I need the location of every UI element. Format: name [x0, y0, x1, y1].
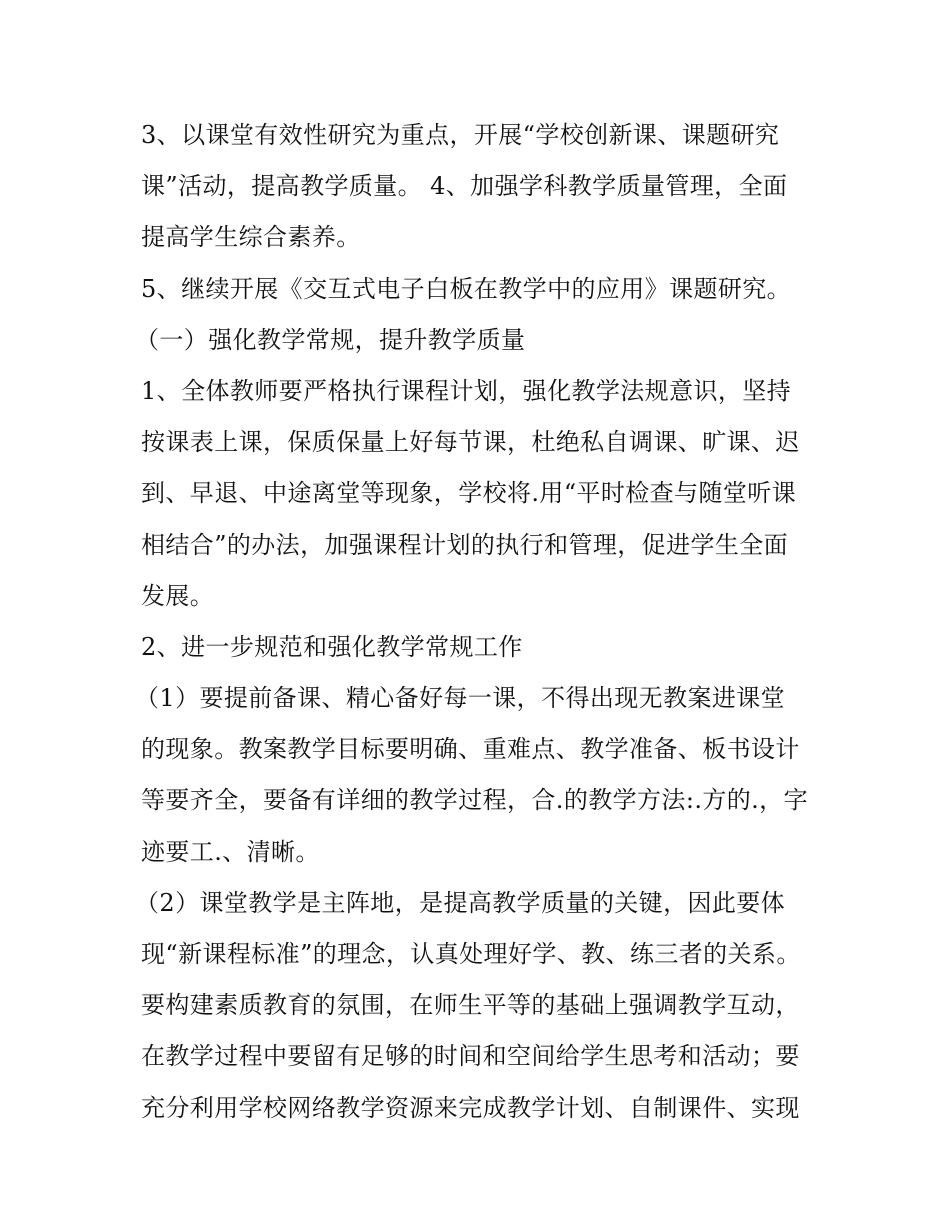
text-line: 5、继续开展《交互式电子白板在教学中的应用》课题研究。	[141, 274, 792, 303]
text-line: 1、全体教师要严格执行课程计划，强化教学法规意识，坚持	[141, 376, 792, 405]
text-line: 等要齐全，要备有详细的教学过程，合.的教学方法:.方的.，字	[141, 786, 808, 815]
text-line: （2）课堂教学是主阵地，是提高教学质量的关键，因此要体	[135, 888, 786, 917]
text-line: 要构建素质教育的氛围，在师生平等的基础上强调教学互动，	[141, 991, 800, 1020]
text-line: 3、以课堂有效性研究为重点，开展“学校创新课、课题研究	[141, 121, 780, 149]
text-line: 发展。	[141, 581, 215, 610]
text-line: 现“新课程标准”的理念，认真处理好学、教、练三者的关系。	[141, 940, 801, 968]
text-line: （1）要提前备课、精心备好每一课，不得出现无教案进课堂	[135, 684, 786, 713]
text-line: 2、进一步规范和强化教学常规工作	[141, 632, 523, 661]
text-line: 迹要工.、清晰。	[141, 837, 320, 866]
text-line: 的现象。教案教学目标要明确、重难点、教学准备、板书设计	[141, 735, 800, 764]
text-line: 课”活动，提高教学质量。 4、加强学科教学质量管理，全面	[141, 172, 788, 201]
text-line: 到、早退、中途离堂等现象，学校将.用“平时检查与随堂听课	[141, 479, 797, 508]
document-body	[135, 110, 831, 1134]
section-heading: （一）强化教学常规，提升教学质量	[135, 325, 526, 354]
text-line: 提高学生综合素养。	[141, 223, 361, 252]
text-line: 充分利用学校网络教学资源来完成教学计划、自制课件、实现	[141, 1093, 800, 1122]
text-line: 在教学过程中要留有足够的时间和空间给学生思考和活动；要	[141, 1042, 800, 1071]
text-line: 相结合”的办法，加强课程计划的执行和管理，促进学生全面	[141, 530, 789, 559]
text-line: 按课表上课，保质保量上好每节课，杜绝私自调课、旷课、迟	[141, 428, 800, 457]
